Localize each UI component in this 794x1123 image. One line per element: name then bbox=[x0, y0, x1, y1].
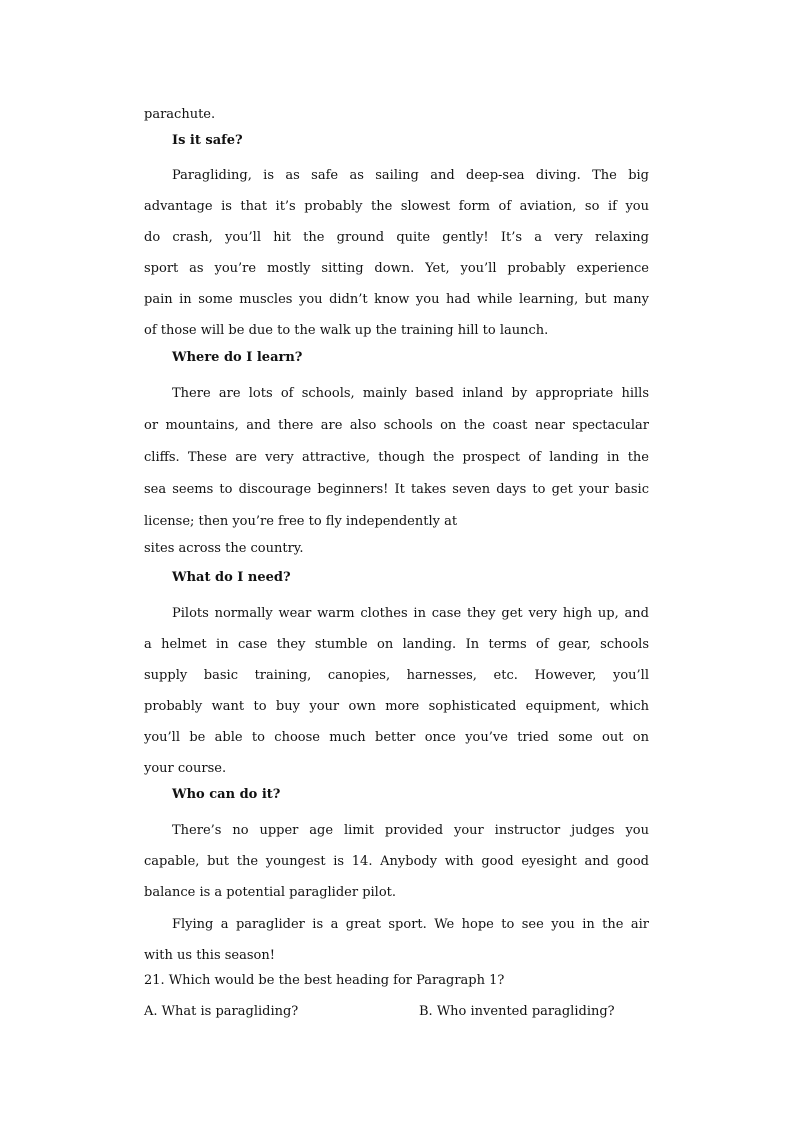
continuation-text: parachute. bbox=[144, 107, 216, 122]
paragraph-line: sea seems to discourage beginners! It takes seven days to get your basic bbox=[144, 482, 649, 497]
question-stem: 21. Which would be the best heading for Paragraph 1? bbox=[144, 973, 505, 988]
paragraph-line: Flying a paraglider is a great sport. We hope to see you in the air bbox=[172, 917, 649, 932]
paragraph-line: a helmet in case they stumble on landing. In terms of gear, schools bbox=[144, 637, 649, 652]
option-b: B. Who invented paragliding? bbox=[419, 1004, 615, 1019]
paragraph-line: cliffs. These are very attractive, though the prospect of landing in the bbox=[144, 450, 649, 465]
paragraph-line: advantage is that it’s probably the slowest form of aviation, so if you bbox=[144, 199, 649, 214]
paragraph-line: balance is a potential paraglider pilot. bbox=[144, 885, 397, 900]
paragraph-line: of those will be due to the walk up the training hill to launch. bbox=[144, 323, 549, 338]
paragraph-line: Pilots normally wear warm clothes in case they get very high up, and bbox=[172, 606, 649, 621]
paragraph-line: you’ll be able to choose much better once you’ve tried some out on bbox=[144, 730, 649, 745]
paragraph-line: with us this season! bbox=[144, 948, 275, 963]
option-a: A. What is paragliding? bbox=[144, 1004, 299, 1019]
paragraph-line: your course. bbox=[144, 761, 227, 776]
paragraph-line: sport as you’re mostly sitting down. Yet, you’ll probably experience bbox=[144, 261, 649, 276]
heading-where-do-i-learn: Where do I learn? bbox=[172, 350, 303, 365]
paragraph-line: license; then you’re free to fly independently at bbox=[144, 514, 458, 529]
heading-what-do-i-need: What do I need? bbox=[172, 570, 291, 585]
paragraph-line: capable, but the youngest is 14. Anybody with good eyesight and good bbox=[144, 854, 649, 869]
answer-options bbox=[144, 1003, 704, 1021]
paragraph-line: or mountains, and there are also schools on the coast near spectacular bbox=[144, 418, 649, 433]
paragraph-line: There are lots of schools, mainly based inland by appropriate hills bbox=[172, 386, 649, 401]
paragraph-line: probably want to buy your own more sophisticated equipment, which bbox=[144, 699, 649, 714]
paragraph-line: pain in some muscles you didn’t know you had while learning, but many bbox=[144, 292, 649, 307]
heading-who-can-do-it: Who can do it? bbox=[172, 787, 281, 802]
paragraph-line: sites across the country. bbox=[144, 541, 304, 556]
paragraph-line: do crash, you’ll hit the ground quite gently! It’s a very relaxing bbox=[144, 230, 649, 245]
paragraph-line: supply basic training, canopies, harnesses, etc. However, you’ll bbox=[144, 668, 649, 683]
paragraph-line: Paragliding, is as safe as sailing and deep-sea diving. The big bbox=[172, 168, 649, 183]
heading-is-it-safe: Is it safe? bbox=[172, 133, 243, 148]
paragraph-line: There’s no upper age limit provided your instructor judges you bbox=[172, 823, 649, 838]
